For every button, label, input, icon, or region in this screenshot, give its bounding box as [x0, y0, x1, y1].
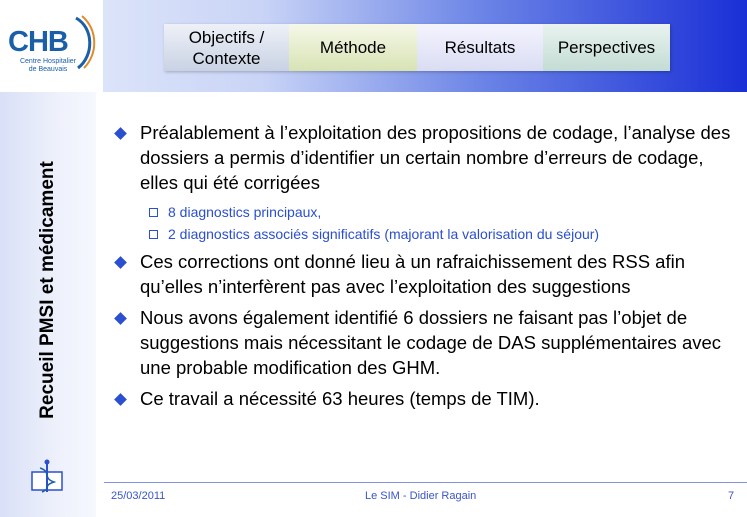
- slide-content: [110, 120, 735, 417]
- tab-perspectives-label: Perspectives: [557, 38, 656, 57]
- bullet-item: [110, 120, 735, 195]
- footer-author: Le SIM - Didier Ragain: [365, 490, 477, 502]
- tab-perspectives[interactable]: [543, 24, 670, 71]
- sub-list: [110, 201, 735, 245]
- sub-item-text: 8 diagnostics principaux,: [168, 204, 322, 220]
- tab-resultats[interactable]: [417, 24, 543, 71]
- square-bullet-icon: [149, 208, 158, 217]
- logo-name: CHB: [8, 26, 68, 58]
- logo: [0, 0, 103, 92]
- logo-subtitle: [8, 58, 88, 74]
- square-bullet-icon: [149, 230, 158, 239]
- tab-resultats-label: Résultats: [444, 38, 516, 57]
- diamond-bullet-icon: [114, 256, 127, 269]
- tab-methode-label: Méthode: [319, 38, 387, 57]
- diamond-bullet-icon: [114, 127, 127, 140]
- diamond-bullet-icon: [114, 312, 127, 325]
- tab-objectifs-contexte[interactable]: [164, 24, 289, 71]
- sidebar-title: Recueil PMSI et médicament: [37, 161, 58, 419]
- logo-subtitle-line2: de Beauvais: [28, 66, 68, 73]
- bullet-text: Ce travail a nécessité 63 heures (temps de TIM).: [140, 388, 540, 409]
- sub-item: [110, 201, 735, 223]
- footer-divider: [104, 482, 747, 483]
- tab-contexte-label: Contexte: [192, 48, 261, 68]
- footer-date: 25/03/2011: [111, 490, 166, 502]
- footer-page-number: 7: [728, 490, 735, 502]
- sub-item-text: 2 diagnostics associés significatifs (majorant la valorisation du séjour): [168, 226, 600, 242]
- bullet-text: Préalablement à l’exploitation des propositions de codage, l’analyse des dossiers a permis d’identifier un certain nombre d’erreurs de codage, elles qui été corrigées: [140, 122, 731, 193]
- medical-caduceus-icon: [28, 458, 66, 496]
- tab-methode[interactable]: [289, 24, 417, 71]
- bullet-text: Nous avons également identifié 6 dossiers ne faisant pas l’objet de suggestions mais nécessitant le codage de DAS supplémentaires avec une probable modification des GHM.: [140, 307, 722, 378]
- bullet-item: [110, 386, 735, 411]
- sub-item: [110, 223, 735, 245]
- bullet-text: Ces corrections ont donné lieu à un rafraichissement des RSS afin qu’elles n’interfèrent pas avec l’exploitation des suggestions: [140, 251, 686, 297]
- diamond-bullet-icon: [114, 393, 127, 406]
- tab-objectifs-label: Objectifs /: [188, 27, 265, 47]
- logo-subtitle-line1: Centre Hospitalier: [19, 58, 77, 65]
- bullet-item: [110, 249, 735, 299]
- bullet-item: [110, 305, 735, 380]
- section-tabs: [164, 24, 670, 71]
